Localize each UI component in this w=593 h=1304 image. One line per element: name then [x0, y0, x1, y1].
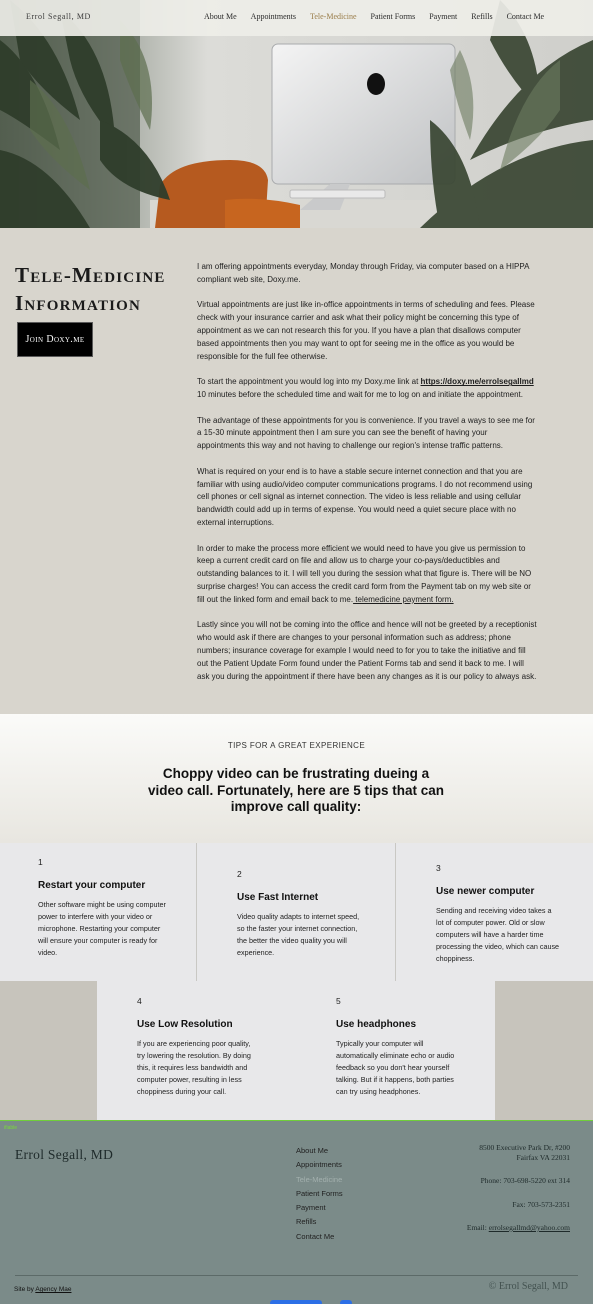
tip-number: 4	[137, 996, 142, 1006]
footer-phone: Phone: 703-698-5220 ext 314	[480, 1176, 570, 1185]
tip-body: Video quality adapts to internet speed, so the faster your internet connection, the better the video quality you will experience.	[237, 912, 360, 957]
tips-row-1	[0, 843, 593, 981]
info-paragraph	[197, 543, 537, 607]
info-paragraph: The advantage of these appointments for you is convenience. If you travel a ways to see me for a 15-30 minute appointment then I am sure you can see the benefit of having your appointments this way and not having to challenge our region's intense traffic patterns.	[197, 415, 535, 451]
info-paragraph: Lastly since you will not be coming into the office and hence will not be greeted by a receptionist who would ask if there are changes to your personal information such as address; phone numbers; insurance coverage for example I would need to for you to take the initiative and fill out the Patient Update Form found under the Patient Forms tab and send it back to me. I will ask you during the appointment if there have been any changes as it is our policy to always ask.	[197, 620, 537, 681]
footer-email-link[interactable]: errolsegallmd@yahoo.com	[488, 1223, 570, 1232]
site-brand[interactable]: Errol Segall, MD	[26, 12, 91, 21]
footer-nav-about-me[interactable]: About Me	[296, 1146, 329, 1155]
column-divider	[196, 843, 197, 981]
footer-mark: ifiable	[4, 1125, 18, 1131]
footer-credit	[14, 1286, 71, 1293]
site-header	[0, 0, 593, 36]
tip-number: 1	[38, 857, 43, 867]
footer-email-row	[467, 1223, 570, 1233]
tip-body: If you are experiencing poor quality, try lowering the resolution. By doing this, it requires less bandwidth and computer power, resulting in less choppiness during your call.	[137, 1039, 251, 1096]
doxy-link[interactable]: https://doxy.me/errolsegallmd	[420, 377, 534, 387]
tip-card	[436, 863, 561, 965]
info-paragraph: What is required on your end is to have a stable secure internet connection and that you are familiar with using audio/video computer communications programs. I do not recommend using cell phones or cell signal as internet connection. The video is less reliable and using cellular bandwidth could add up in terms of expense. You would need a quiet secure place with no external interruptions.	[197, 466, 533, 527]
footer-credit-prefix: Site by	[14, 1286, 36, 1293]
footer-email-label: Email:	[466, 1223, 489, 1232]
tips-kicker: TIPS FOR A GREAT EXPERIENCE	[227, 741, 366, 750]
tips-row-2-panel	[97, 981, 495, 1120]
agency-link[interactable]: Agency Mae	[35, 1286, 72, 1293]
info-paragraph: I am offering appointments everyday, Monday through Friday, via computer based on a HIPPA compliant web site, Doxy.me.	[197, 262, 530, 284]
tip-body: Sending and receiving video takes a lot of computer power. Old or slow computers will have a harder time processing the video, which can cause choppiness.	[436, 906, 560, 963]
tip-card	[38, 857, 168, 959]
info-text: In order to make the process more efficient we would need to have you give us permission to keep a current credit card on file and allow us to charge your co-pays/deductibles and outstanding balances to it. I will tell you during the session what that figure is. There will be NO surprise charges! You can access the credit card form from the Payment tab on my web site or fill out the linked form and email back to me.	[197, 543, 532, 604]
nav-contact-me[interactable]: Contact Me	[506, 12, 545, 21]
tip-card	[336, 996, 461, 1098]
tip-card	[137, 996, 257, 1098]
chat-widget-icon[interactable]	[340, 1300, 352, 1304]
tips-intro	[0, 714, 593, 843]
tip-title: Use headphones	[336, 1019, 417, 1030]
footer-divider	[15, 1275, 578, 1276]
info-body	[197, 261, 537, 696]
footer-nav-appointments[interactable]: Appointments	[296, 1160, 342, 1170]
tip-number: 2	[237, 869, 242, 879]
page-title: Tele-Medicine Information	[15, 263, 166, 315]
nav-payment[interactable]: Payment	[429, 12, 458, 21]
tip-title: Use Low Resolution	[137, 1019, 233, 1030]
tips-heading: Choppy video can be frustrating dueing a video call. Fortunately, here are 5 tips that can improve call quality:	[147, 766, 445, 814]
nav-appointments[interactable]: Appointments	[250, 12, 297, 21]
footer-nav-contact-me[interactable]: Contact Me	[296, 1231, 335, 1241]
main-nav	[204, 12, 544, 21]
footer-nav-payment[interactable]: Payment	[296, 1203, 326, 1213]
footer-fax: Fax: 703-573-2351	[512, 1199, 570, 1209]
nav-tele-medicine[interactable]: Tele-Medicine	[310, 12, 357, 21]
info-text: To start the appointment you would log into my Doxy.me link at	[197, 377, 421, 387]
payment-form-link[interactable]: telemedicine payment form.	[353, 594, 454, 604]
tip-title: Use Fast Internet	[237, 892, 319, 903]
footer-nav	[296, 1144, 343, 1244]
footer-address-line1: 8500 Executive Park Dr, #200	[479, 1143, 570, 1152]
nav-refills[interactable]: Refills	[471, 12, 493, 21]
info-text: 10 minutes before the scheduled time and wait for me to log on and initiate the appointment.	[197, 389, 523, 399]
info-paragraph: Virtual appointments are just like in-office appointments in terms of scheduling and fees. Please check with your insurance carrier and ask what their policy might be concerning this type of appointment as we can not research this for you. If you have a plan that disallows computer based appointments then you may want to opt for seeing me in the office as you would be responsible for the full fee otherwise.	[197, 300, 535, 361]
nav-patient-forms[interactable]: Patient Forms	[370, 12, 416, 21]
column-divider	[395, 843, 396, 981]
tip-body: Typically your computer will automatically eliminate echo or audio feedback so you don't hear yourself talking. But if it happens, both parties can try using headphones.	[336, 1039, 455, 1096]
chat-widget-button[interactable]	[270, 1300, 322, 1304]
tip-number: 5	[336, 996, 341, 1006]
tele-medicine-info-section	[0, 228, 593, 714]
join-doxy-button[interactable]: Join Doxy.me	[17, 322, 93, 357]
tip-title: Restart your computer	[38, 880, 146, 891]
footer-copyright: © Errol Segall, MD	[488, 1281, 568, 1292]
footer-nav-refills[interactable]: Refills	[296, 1217, 317, 1227]
tips-row-2	[0, 981, 593, 1120]
footer-contact	[467, 1143, 570, 1233]
info-paragraph	[197, 376, 537, 402]
site-footer	[0, 1120, 593, 1304]
nav-about-me[interactable]: About Me	[204, 12, 237, 21]
footer-nav-tele-medicine[interactable]: Tele-Medicine	[296, 1174, 343, 1184]
footer-brand[interactable]: Errol Segall, MD	[15, 1147, 114, 1162]
tip-card	[237, 869, 367, 959]
tip-body: Other software might be using computer power to interfere with your video or microphone. Restarting your computer will ensure your computer is ready for video.	[38, 900, 166, 957]
footer-nav-patient-forms[interactable]: Patient Forms	[296, 1188, 343, 1198]
tip-number: 3	[436, 863, 441, 873]
tip-title: Use newer computer	[436, 886, 535, 897]
footer-address-line2: Fairfax VA 22031	[516, 1152, 570, 1162]
